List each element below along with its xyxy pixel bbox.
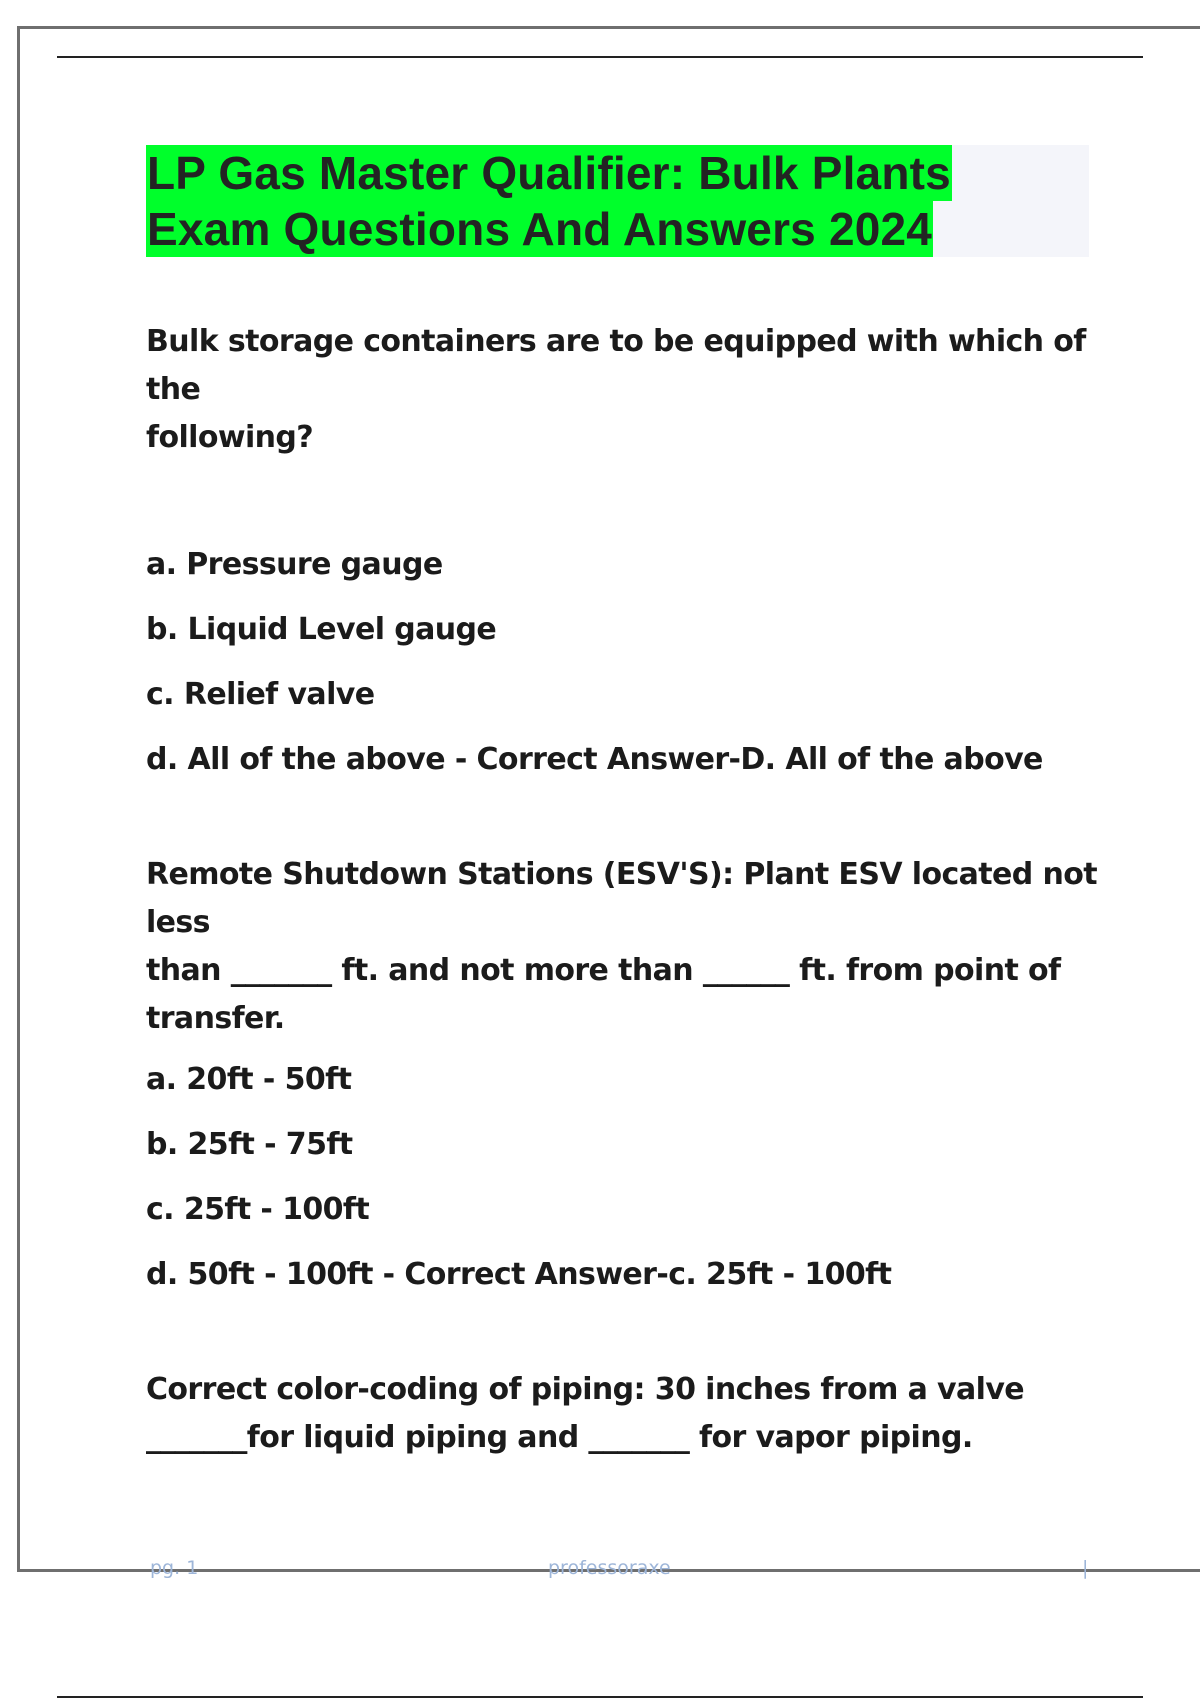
question-3 bbox=[146, 1366, 1106, 1462]
question-2-option-a: a. 20ft - 50ft bbox=[146, 1062, 352, 1097]
question-3-line-2: _______for liquid piping and _______ for vapor piping. bbox=[146, 1420, 973, 1455]
question-2-option-b: b. 25ft - 75ft bbox=[146, 1127, 353, 1162]
question-2-option-c: c. 25ft - 100ft bbox=[146, 1192, 370, 1227]
title-line-2: Exam Questions And Answers 2024 bbox=[147, 203, 933, 255]
question-2-line-2: than _______ ft. and not more than ______ ft. from point of bbox=[146, 953, 1061, 988]
question-1 bbox=[146, 318, 1106, 781]
question-1-option-d: d. All of the above - Correct Answer-D. All of the above bbox=[146, 742, 1043, 777]
question-2-line-1: Remote Shutdown Stations (ESV'S): Plant ESV located not less bbox=[146, 857, 1098, 940]
question-1-text bbox=[146, 318, 1106, 462]
question-1-options bbox=[146, 544, 1106, 781]
footer-author: professoraxe bbox=[548, 1557, 671, 1579]
question-1-option-a: a. Pressure gauge bbox=[146, 547, 443, 582]
question-2-text bbox=[146, 851, 1106, 1043]
question-2-line-3: transfer. bbox=[146, 1001, 285, 1036]
question-1-option-c: c. Relief valve bbox=[146, 677, 375, 712]
top-rule bbox=[57, 56, 1143, 58]
question-1-line-2: following? bbox=[146, 420, 314, 455]
question-2 bbox=[146, 851, 1106, 1296]
question-2-option-d: d. 50ft - 100ft - Correct Answer-c. 25ft - 100ft bbox=[146, 1257, 892, 1292]
question-2-options bbox=[146, 1059, 1106, 1296]
document-title bbox=[146, 145, 1089, 257]
bottom-rule bbox=[57, 1696, 1143, 1698]
document-body bbox=[146, 318, 1106, 1462]
question-1-option-b: b. Liquid Level gauge bbox=[146, 612, 497, 647]
title-line-1: LP Gas Master Qualifier: Bulk Plants bbox=[147, 147, 951, 199]
question-3-text bbox=[146, 1366, 1106, 1462]
footer-page-number: pg. 1 bbox=[150, 1557, 199, 1579]
footer-separator: | bbox=[1082, 1557, 1089, 1579]
question-3-line-1: Correct color-coding of piping: 30 inches from a valve bbox=[146, 1372, 1025, 1407]
question-1-line-1: Bulk storage containers are to be equipped with which of the bbox=[146, 324, 1086, 407]
